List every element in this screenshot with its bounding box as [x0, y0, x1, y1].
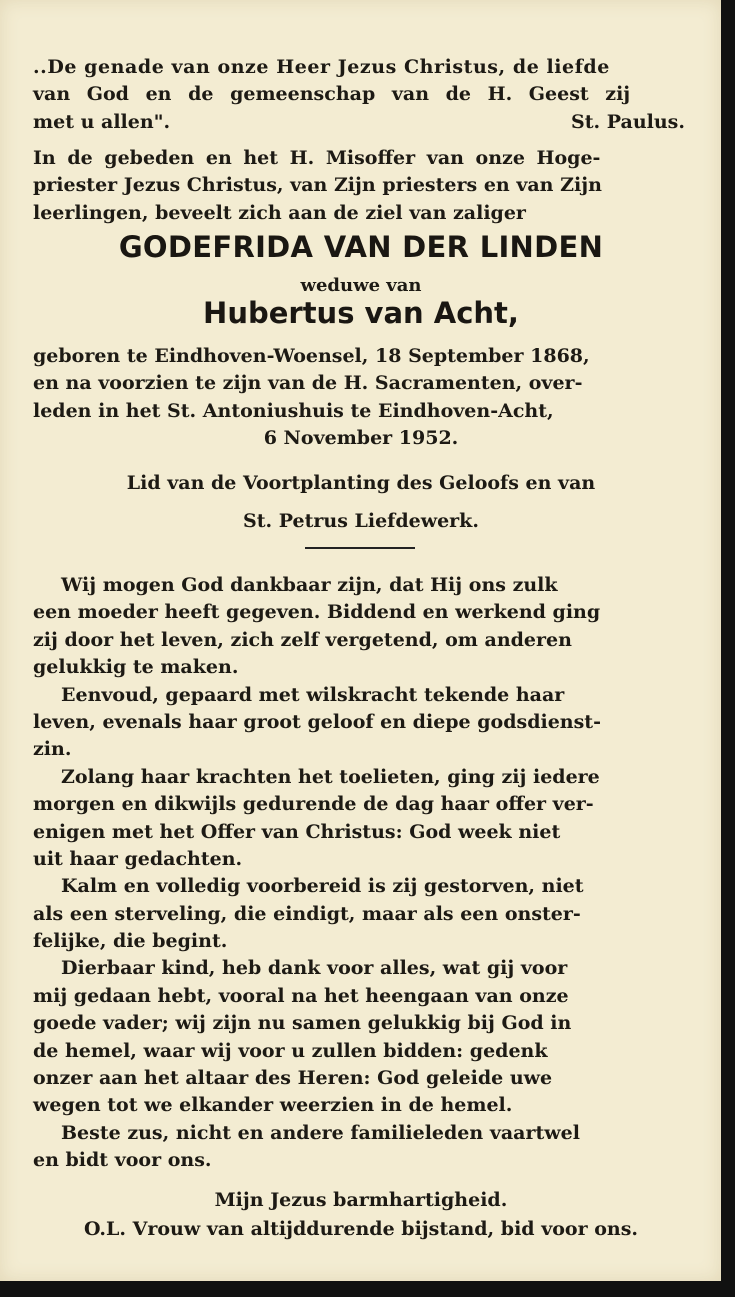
birth-death-line-2: en na voorzien te zijn van de H. Sacramenten, over- [33, 372, 583, 395]
membership-block [33, 464, 689, 540]
closing-prayer-2: O.L. Vrouw van altijddurende bijstand, bid voor ons. [83, 1218, 638, 1240]
body-line: enigen met het Offer van Christus: God week niet [33, 820, 561, 843]
quote-line-1: ..De genade van onze Heer Jezus Christus, de liefde [33, 56, 610, 78]
body-line: als een sterveling, die eindigt, maar als een onster- [33, 902, 581, 925]
body-line: en bidt voor ons. [33, 1149, 212, 1172]
intro-line-1: In de gebeden en het H. Misoffer van onze Hoge- [33, 147, 601, 169]
scan-border-bottom [0, 1281, 735, 1297]
body-line: Beste zus, nicht en andere familieleden vaartwel [61, 1121, 580, 1144]
membership-line-1: Lid van de Voortplanting des Geloofs en van [126, 472, 596, 494]
body-line: felijke, die begint. [33, 930, 228, 953]
birth-death-line-3: leden in het St. Antoniushuis te Eindhoven-Acht, [33, 399, 554, 422]
intro-block [33, 145, 689, 227]
membership-line-2: St. Petrus Liefdewerk. [243, 510, 479, 532]
widow-of-label: weduwe van [300, 275, 422, 296]
body-line: Wij mogen God dankbaar zijn, dat Hij ons zulk [61, 574, 558, 596]
body-line: gelukkig te maken. [33, 656, 239, 679]
birth-death-line-1: geboren te Eindhoven-Woensel, 18 September 1868, [33, 345, 590, 367]
body-line: wegen tot we elkander weerzien in de hemel. [33, 1094, 513, 1117]
body-line: mij gedaan hebt, vooral na het heengaan van onze [33, 984, 569, 1007]
quote-block [33, 54, 689, 136]
quote-attribution: St. Paulus. [571, 110, 685, 133]
scan-border-right [721, 0, 735, 1297]
quote-line-3-row [33, 109, 689, 136]
body-line: onzer aan het altaar des Heren: God geleide uwe [33, 1067, 553, 1090]
body-line: zij door het leven, zich zelf vergetend, om anderen [33, 628, 572, 651]
body-line: Zolang haar krachten het toelieten, ging zij iedere [61, 765, 600, 788]
quote-line-3: met u allen". [33, 110, 171, 133]
intro-line-2: priester Jezus Christus, van Zijn priesters en van Zijn [33, 174, 602, 197]
body-line: een moeder heeft gegeven. Biddend en werkend ging [33, 601, 601, 624]
closing-prayer-1: Mijn Jezus barmhartigheid. [214, 1189, 508, 1211]
body-line: zin. [33, 738, 72, 761]
quote-line-2: van God en de gemeenschap van de H. Geest zij [33, 83, 631, 106]
intro-line-3: leerlingen, beveelt zich aan de ziel van zaliger [33, 201, 526, 224]
body-line: leven, evenals haar groot geloof en diepe godsdienst- [33, 710, 601, 733]
body-line: de hemel, waar wij voor u zullen bidden: gedenk [33, 1039, 548, 1062]
body-block [33, 572, 689, 1175]
body-line: Kalm en volledig voorbereid is zij gestorven, niet [61, 875, 584, 898]
body-line: morgen en dikwijls gedurende de dag haar offer ver- [33, 793, 594, 816]
death-date: 6 November 1952. [263, 427, 459, 450]
body-line: goede vader; wij zijn nu samen gelukkig bij God in [33, 1012, 572, 1035]
body-line: Dierbaar kind, heb dank voor alles, wat gij voor [61, 957, 568, 980]
birth-death-block [33, 343, 689, 453]
closing-block [33, 1186, 689, 1244]
body-line: uit haar gedachten. [33, 847, 243, 870]
spouse-name: Hubertus van Acht, [203, 296, 519, 330]
deceased-name: GODEFRIDA VAN DER LINDEN [118, 230, 604, 264]
section-divider [305, 547, 415, 549]
body-line: Eenvoud, gepaard met wilskracht tekende haar [61, 683, 565, 706]
